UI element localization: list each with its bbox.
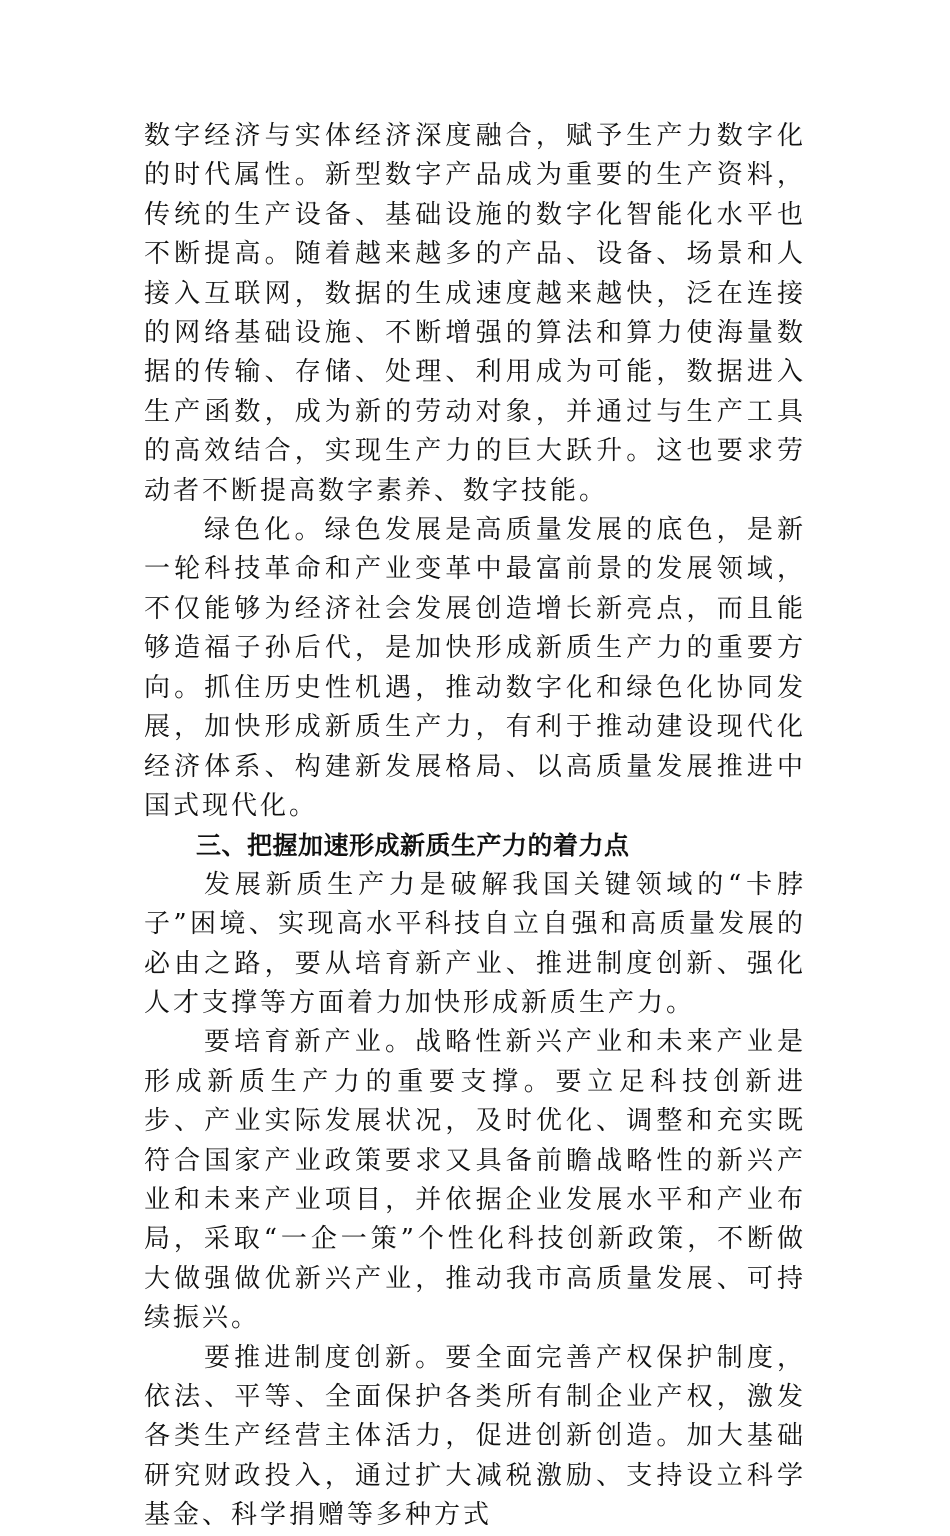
paragraph-greening: 绿色化。绿色发展是高质量发展的底色，是新一轮科技革命和产业变革中最富前景的发展领域，不仅能够为经济社会发展创造增长新亮点，而且能够造福子孙后代，是加快形成新质生产力的重要方向。抓住历史性机遇，推动数字化和绿色化协同发展，加快形成新质生产力，有利于推动建设现代化经济体系、构建新发展格局、以高质量发展推进中国式现代化。 [144, 515, 806, 821]
paragraph-digital-economy: 数字经济与实体经济深度融合，赋予生产力数字化的时代属性。新型数字产品成为重要的生产资料，传统的生产设备、基础设施的数字化智能化水平也不断提高。随着越来越多的产品、设备、场景和人接入互联网，数据的生成速度越来越快，泛在连接的网络基础设施、不断增强的算法和算力使海量数据的传输、存储、处理、利用成为可能，数据进入生产函数，成为新的劳动对象，并通过与生产工具的高效结合，实现生产力的巨大跃升。这也要求劳动者不断提高数字素养、数字技能。 [144, 121, 806, 506]
paragraph-new-industries: 要培育新产业。战略性新兴产业和未来产业是形成新质生产力的重要支撑。要立足科技创新进步、产业实际发展状况，及时优化、调整和充实既符合国家产业政策要求又具备前瞻战略性的新兴产业和未来产业项目，并依据企业发展水平和产业布局，采取“一企一策”个性化科技创新政策，不断做大做强做优新兴产业，推动我市高质量发展、可持续振兴。 [144, 1027, 806, 1334]
paragraph-new-productivity-path: 发展新质生产力是破解我国关键领域的“卡脖子”困境、实现高水平科技自立自强和高质量发展的必由之路，要从培育新产业、推进制度创新、强化人才支撑等方面着力加快形成新质生产力。 [144, 869, 806, 1018]
paragraph-institutional-innovation: 要推进制度创新。要全面完善产权保护制度，依法、平等、全面保护各类所有制企业产权，激发各类生产经营主体活力，促进创新创造。加大基础研究财政投入，通过扩大减税激励、支持设立科学基金、科学捐赠等多种方式 [144, 1342, 806, 1531]
document-body [144, 117, 806, 1536]
section-heading: 三、把握加速形成新质生产力的着力点 [196, 831, 630, 861]
